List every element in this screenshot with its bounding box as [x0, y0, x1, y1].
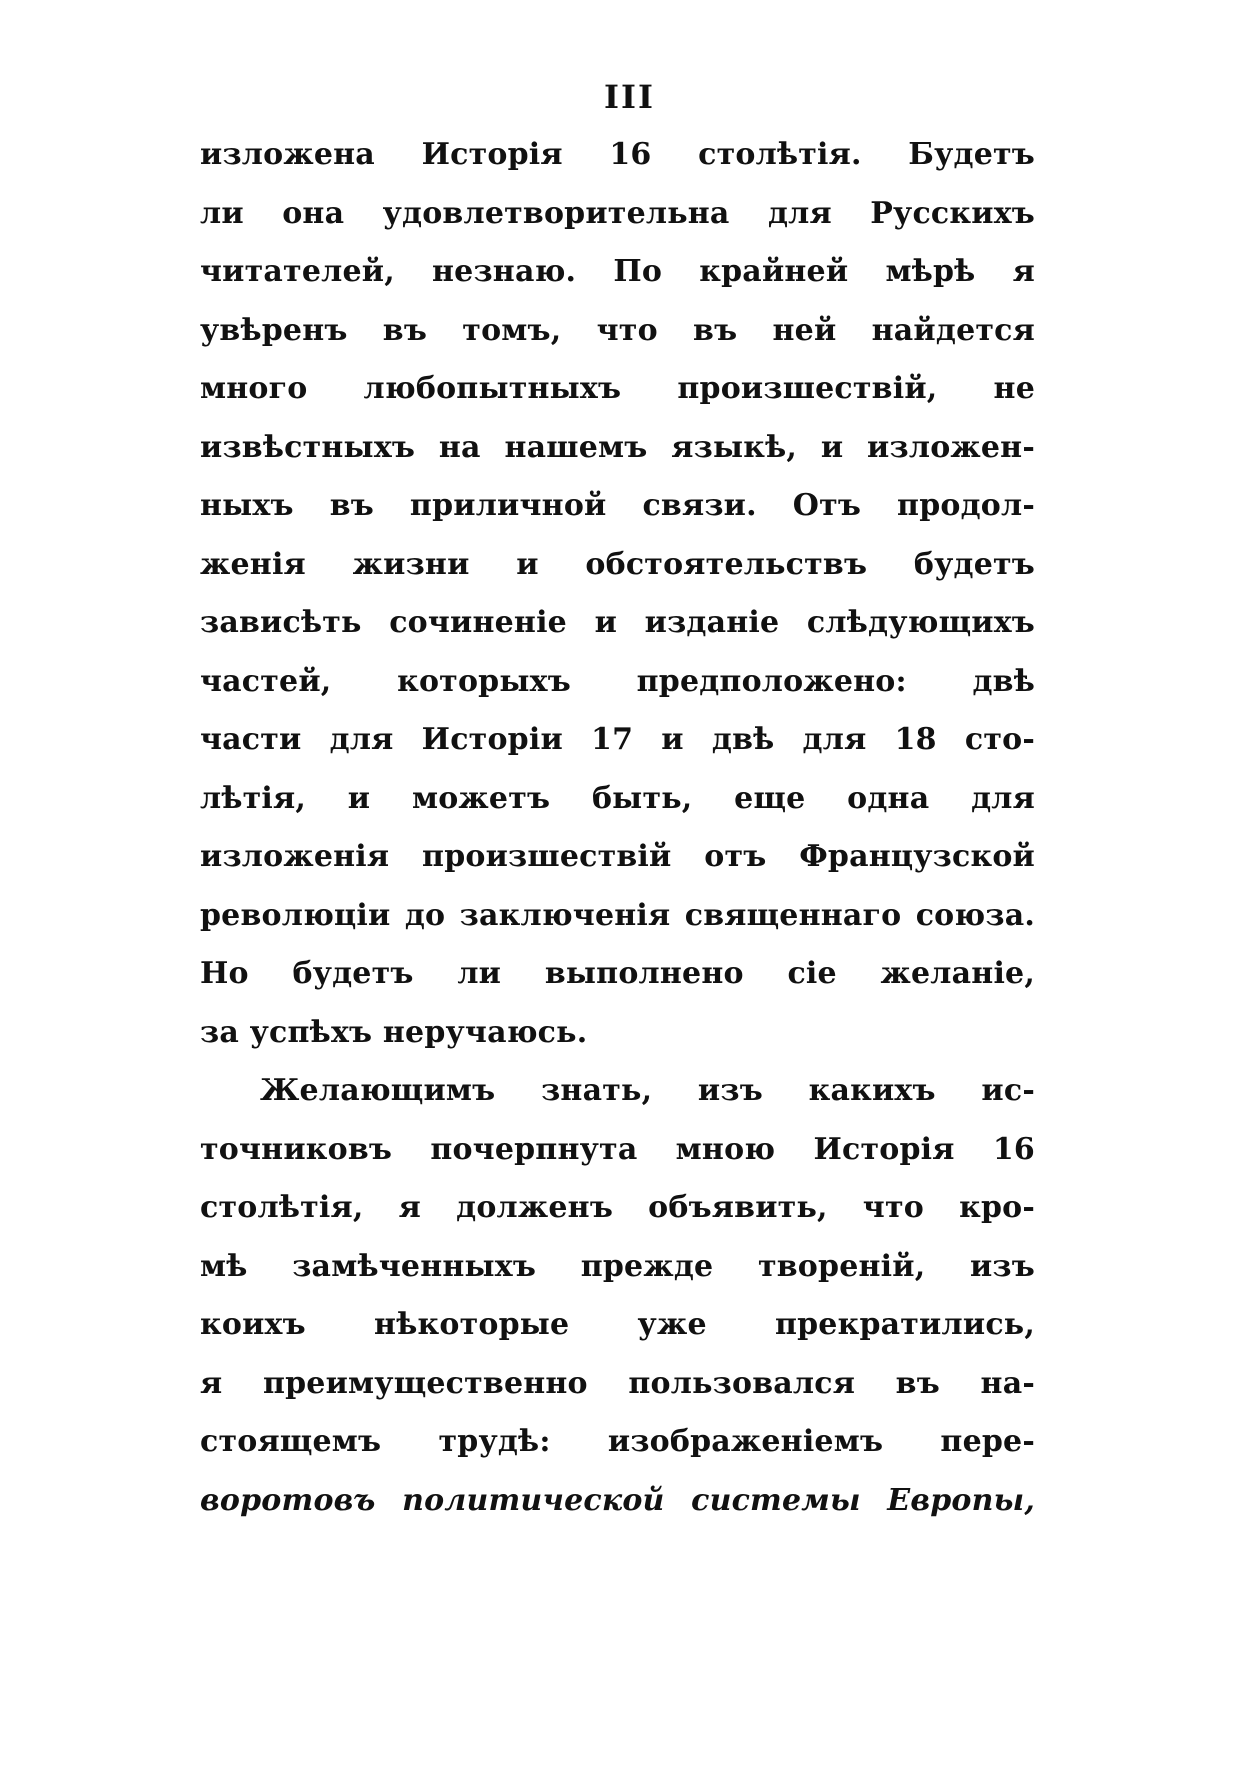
text-line: стоящемъ трудѣ: изображеніемъ пере- [200, 1424, 1035, 1459]
paragraph-2 [200, 1062, 1035, 1530]
text-line: зависѣть сочиненіе и изданіе слѣдующихъ [200, 605, 1035, 640]
text-line: увѣренъ въ томъ, что въ ней найдется [200, 312, 1035, 348]
text-line: частей, которыхъ предположено: двѣ [200, 663, 1035, 699]
text-line: части для Исторіи 17 и двѣ для 18 сто- [200, 722, 1035, 757]
text-line: коихъ нѣкоторые уже прекратились, [200, 1307, 1035, 1342]
text-line: читателей, незнаю. По крайней мѣрѣ я [200, 254, 1035, 289]
text-line: много любопытныхъ произшествій, не [200, 371, 1035, 406]
text-line: женія жизни и обстоятельствъ будетъ [200, 546, 1035, 582]
text-line: ныхъ въ приличной связи. Отъ продол- [200, 488, 1035, 523]
paragraph-1 [200, 126, 1035, 1062]
text-line: ли она удовлетворительна для Русскихъ [200, 195, 1035, 231]
text-line: лѣтія, и можетъ быть, еще одна для [200, 780, 1035, 816]
text-line: изложена Исторія 16 столѣтія. Будетъ [200, 137, 1035, 172]
text-line: мѣ замѣченныхъ прежде твореній, изъ [200, 1248, 1035, 1284]
text-line: революціи до заключенія священнаго союза. [200, 897, 1035, 933]
text-line: изложенія произшествій отъ Французской [200, 839, 1035, 874]
page-number: III [604, 78, 655, 116]
text-line: точниковъ почерпнута мною Исторія 16 [200, 1131, 1035, 1167]
text-line: столѣтія, я долженъ объявить, что кро- [200, 1190, 1035, 1225]
text-line: извѣстныхъ на нашемъ языкѣ, и изложен- [200, 429, 1035, 465]
text-line: я преимущественно пользовался въ на- [200, 1365, 1035, 1401]
text-line: Но будетъ ли выполнено сіе желаніе, [200, 956, 1035, 991]
text-line: Желающимъ знать, изъ какихъ ис- [260, 1073, 1035, 1108]
text-line: воротовъ политической системы Европы, [200, 1482, 1035, 1518]
page-body-text [200, 126, 1035, 1530]
text-line: за успѣхъ неручаюсь. [200, 1014, 588, 1050]
